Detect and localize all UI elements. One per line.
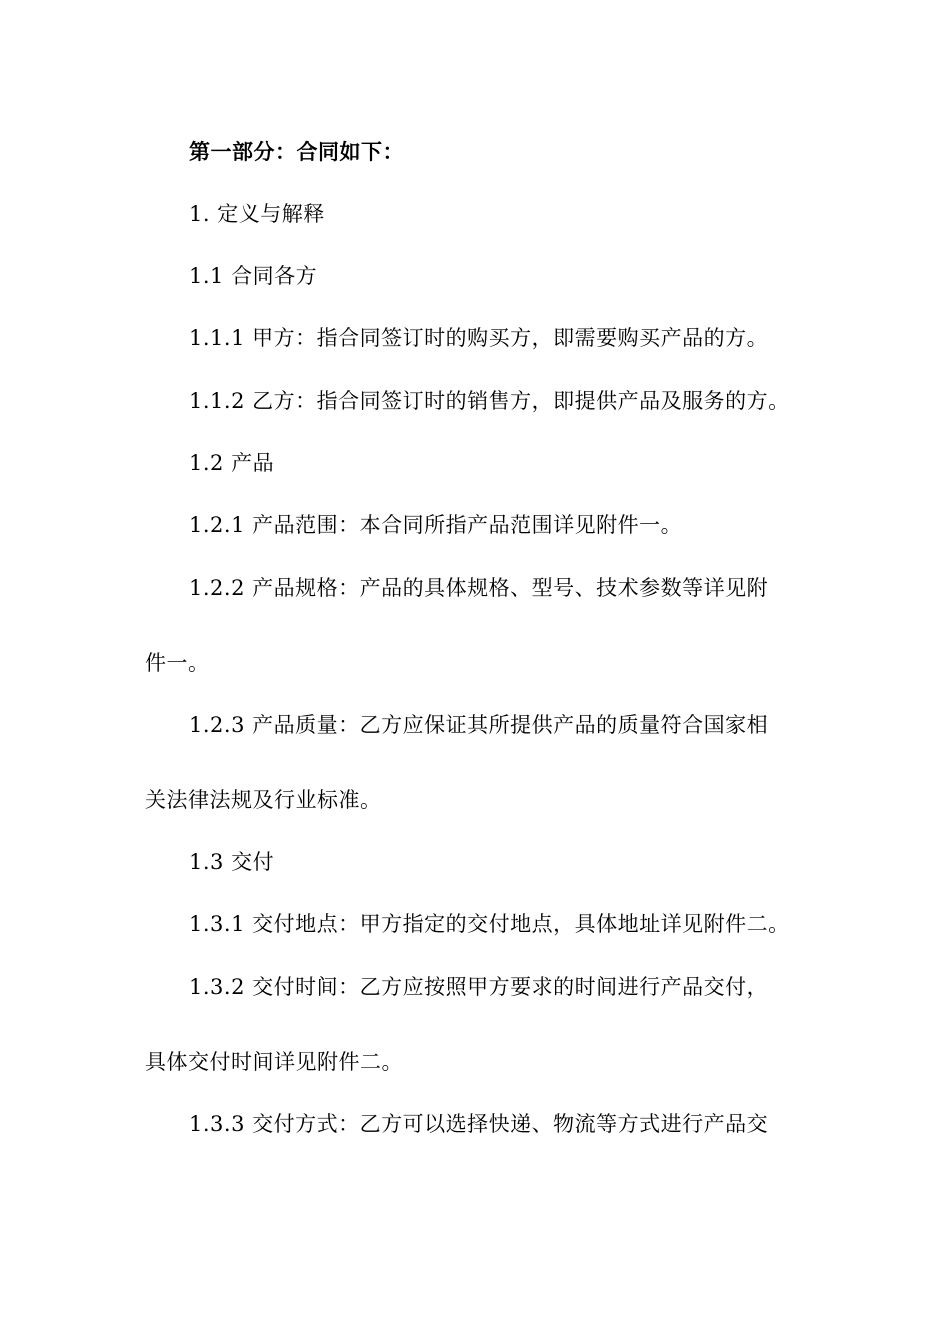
clause-1-3-heading: 1.3 交付 — [189, 850, 275, 874]
clause-1-3-2-continuation: 具体交付时间详见附件二。 — [145, 1050, 403, 1074]
clause-1-2-2: 1.2.2 产品规格：产品的具体规格、型号、技术参数等详见附 — [189, 576, 769, 600]
clause-1-3-1: 1.3.1 交付地点：甲方指定的交付地点，具体地址详见附件二。 — [189, 912, 790, 936]
section-heading: 第一部分：合同如下： — [189, 140, 404, 164]
clause-1-1-1: 1.1.1 甲方：指合同签订时的购买方，即需要购买产品的方。 — [189, 326, 769, 350]
clause-1-2-3: 1.2.3 产品质量：乙方应保证其所提供产品的质量符合国家相 — [189, 713, 769, 737]
clause-1-heading: 1. 定义与解释 — [189, 202, 325, 226]
clause-1-2-heading: 1.2 产品 — [189, 451, 275, 475]
clause-1-3-3: 1.3.3 交付方式：乙方可以选择快递、物流等方式进行产品交 — [189, 1112, 769, 1136]
clause-1-2-2-continuation: 件一。 — [145, 651, 210, 675]
clause-1-2-3-continuation: 关法律法规及行业标准。 — [145, 788, 382, 812]
clause-1-2-1: 1.2.1 产品范围：本合同所指产品范围详见附件一。 — [189, 513, 683, 537]
clause-1-1-heading: 1.1 合同各方 — [189, 264, 318, 288]
clause-1-1-2: 1.1.2 乙方：指合同签订时的销售方，即提供产品及服务的方。 — [189, 389, 790, 413]
clause-1-3-2: 1.3.2 交付时间：乙方应按照甲方要求的时间进行产品交付， — [189, 975, 769, 999]
